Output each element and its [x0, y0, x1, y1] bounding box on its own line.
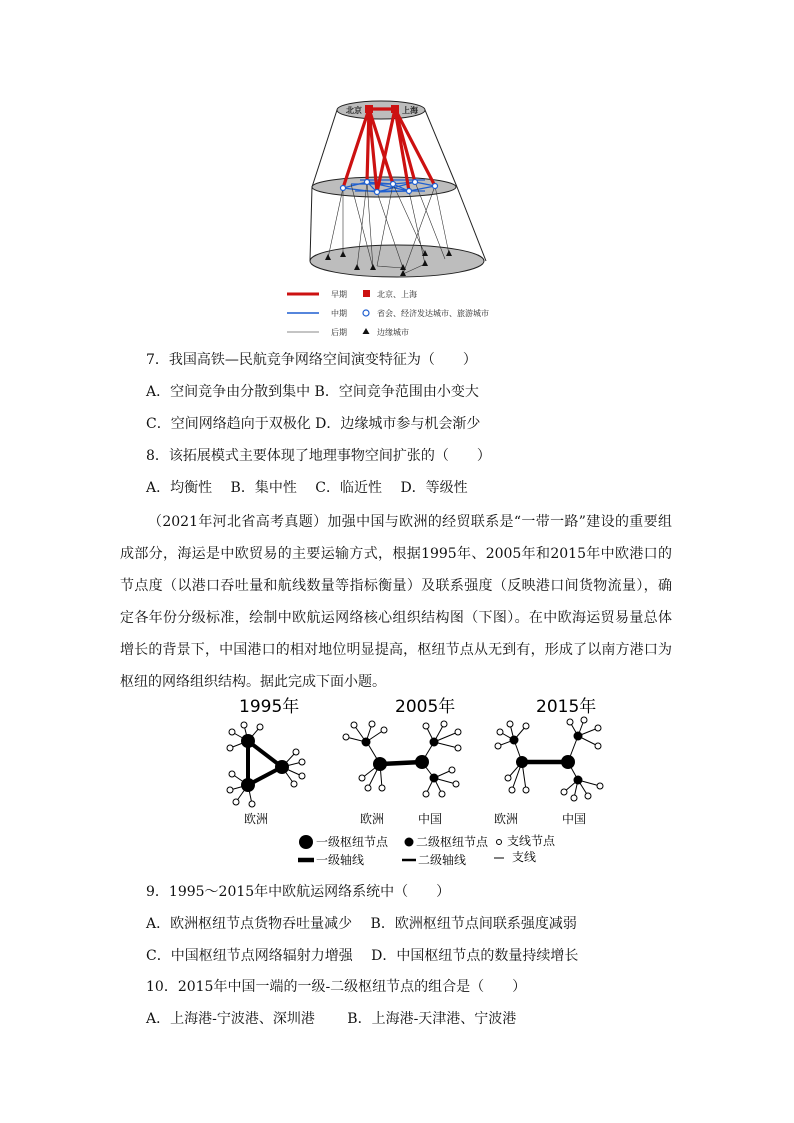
- svg-text:省会、经济发达城市、旅游城市: 省会、经济发达城市、旅游城市: [377, 309, 489, 318]
- shanghai-marker: [391, 105, 399, 113]
- svg-text:后期: 后期: [331, 328, 347, 337]
- question-10-stem: 10．2015年中国一端的一级-二级枢纽节点的组合是（ ）: [146, 979, 527, 995]
- figure2-legend: [298, 833, 556, 867]
- caption-2015-china: 中国: [562, 812, 587, 826]
- year-2015: 2015年: [536, 697, 597, 717]
- network-2015: [495, 717, 603, 801]
- svg-text:中期: 中期: [331, 309, 347, 318]
- svg-text:一级轴线: 一级轴线: [316, 853, 365, 867]
- year-2005: 2005年: [395, 697, 456, 717]
- question-7-options-ab: A．空间竞争由分散到集中 B．空间竞争范围由小变大: [146, 384, 479, 400]
- figure1-legend: [287, 289, 489, 337]
- caption-2015-europe: 欧洲: [494, 812, 519, 826]
- question-8-stem: 8．该拓展模式主要体现了地理事物空间扩张的（ ）: [146, 448, 491, 464]
- caption-1995-europe: 欧洲: [244, 812, 269, 826]
- beijing-marker: [365, 105, 373, 113]
- svg-text:北京、上海: 北京、上海: [377, 290, 417, 299]
- question-10-options: A．上海港-宁波港、深圳港 B．上海港-天津港、宁波港: [146, 1011, 517, 1027]
- year-1995: 1995年: [239, 697, 300, 717]
- question-7-options-cd: C．空间网络趋向于双极化 D．边缘城市参与机会渐少: [146, 416, 481, 432]
- beijing-label: 北京: [346, 106, 362, 115]
- svg-text:支线节点: 支线节点: [507, 834, 556, 848]
- svg-text:边缘城市: 边缘城市: [377, 328, 409, 337]
- svg-text:支线: 支线: [512, 850, 537, 864]
- shanghai-label: 上海: [402, 106, 418, 115]
- svg-text:早期: 早期: [331, 290, 347, 299]
- svg-text:二级轴线: 二级轴线: [418, 853, 467, 867]
- china-europe-shipping-network-diagram: [222, 692, 614, 870]
- question-9-options-ab: A．欧洲枢纽节点货物吞吐量减少 B．欧洲枢纽节点间联系强度减弱: [146, 916, 577, 932]
- reading-passage: （2021年河北省高考真题）加强中国与欧洲的经贸联系是“一带一路”建设的重要组成部分，海运是中欧贸易的主要运输方式，根据1995年、2005年和2015年中欧港口的节点度（以港口吞吐量和航线数量等指标衡量）及联系强度（反映港口间货物流量），确定各年份分级标准，绘制中欧航运网络核心组织结构图（下图）。在中欧海运贸易量总体增长的背景下，中国港口的相对地位明显提高，枢纽节点从无到有，形成了以南方港口为枢纽的网络组织结构。据此完成下面小题。: [120, 514, 672, 690]
- svg-text:一级枢纽节点: 一级枢纽节点: [316, 835, 389, 849]
- caption-2005-china: 中国: [418, 812, 443, 826]
- network-1995: [227, 722, 305, 807]
- question-9-options-cd: C．中国枢纽节点网络辐射力增强 D．中国枢纽节点的数量持续增长: [146, 948, 579, 964]
- hsr-airline-network-diagram: [285, 96, 500, 346]
- question-9-stem: 9．1995～2015年中欧航运网络系统中（ ）: [146, 884, 451, 900]
- caption-2005-europe: 欧洲: [360, 812, 385, 826]
- question-8-options: A．均衡性 B．集中性 C．临近性 D．等级性: [146, 480, 468, 496]
- network-2005: [343, 721, 461, 797]
- question-7-stem: 7．我国高铁—民航竞争网络空间演变特征为（ ）: [146, 352, 477, 368]
- svg-text:二级枢纽节点: 二级枢纽节点: [416, 835, 489, 849]
